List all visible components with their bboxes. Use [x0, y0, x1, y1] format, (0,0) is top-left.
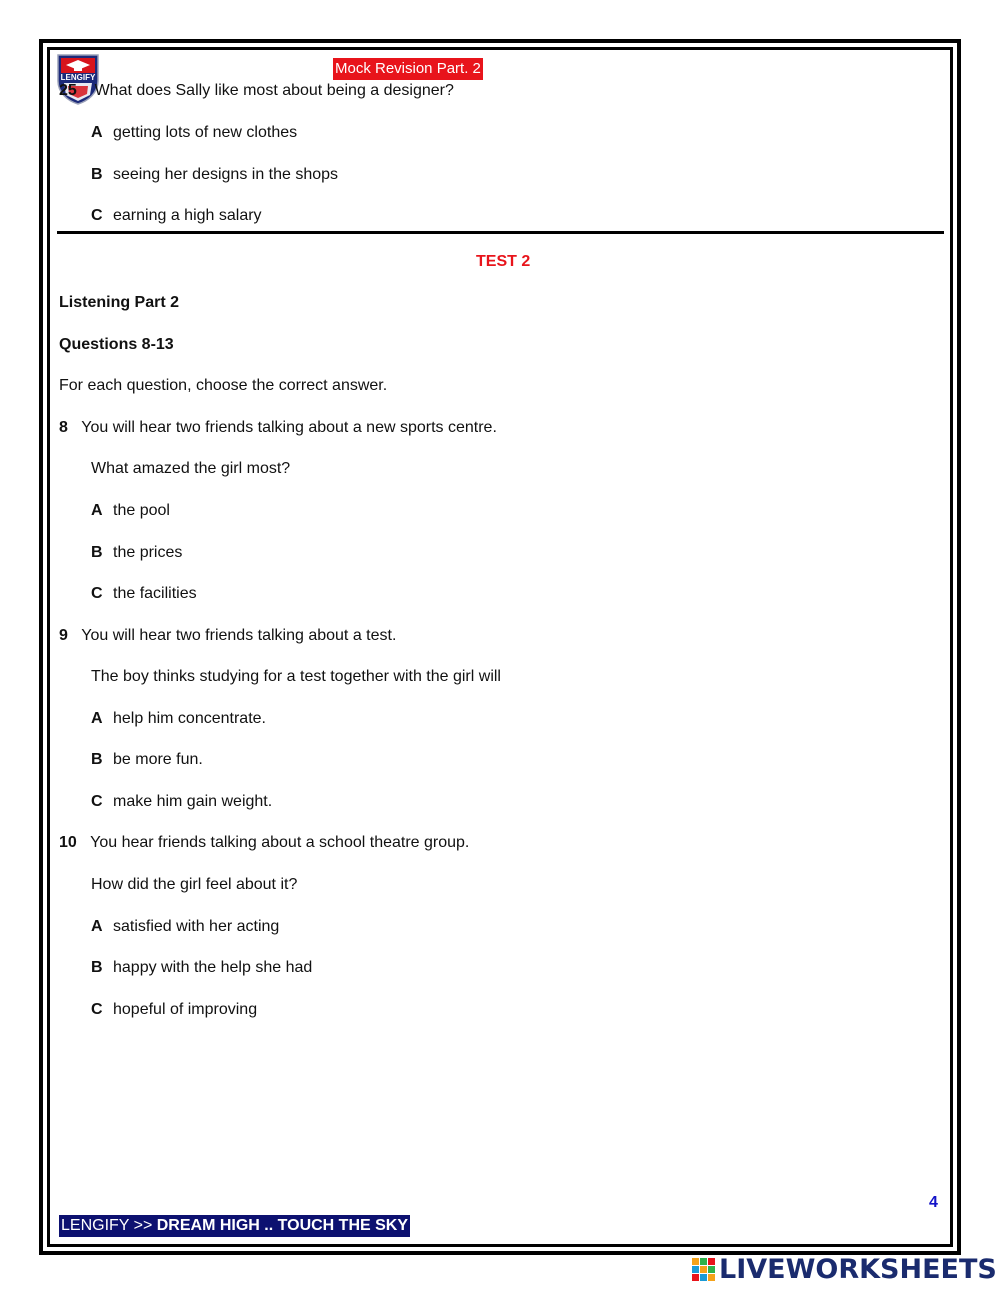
option-c[interactable]: C make him gain weight. — [91, 793, 273, 810]
liveworksheets-logo-icon — [692, 1258, 716, 1282]
option-a[interactable]: A help him concentrate. — [91, 710, 266, 727]
page-inner-border — [47, 47, 953, 1247]
option-a[interactable]: A getting lots of new clothes — [91, 124, 298, 141]
question-text: What does Sally like most about being a designer? — [94, 82, 454, 99]
question-number: 10 — [59, 834, 77, 851]
question-prompt: How did the girl feel about it? — [91, 876, 298, 893]
test-title: TEST 2 — [476, 253, 531, 270]
section-divider — [57, 231, 944, 234]
questions-range: Questions 8-13 — [59, 336, 174, 353]
liveworksheets-brand[interactable] — [692, 1256, 997, 1284]
option-b[interactable]: B be more fun. — [91, 751, 203, 768]
option-c[interactable]: C hopeful of improving — [91, 1001, 258, 1018]
question-prompt: The boy thinks studying for a test together with the girl will — [91, 668, 501, 685]
option-c[interactable]: C the facilities — [91, 585, 197, 602]
logo-text: LENGIFY — [60, 73, 96, 82]
question-number: 25 — [59, 82, 77, 99]
option-b[interactable]: B seeing her designs in the shops — [91, 166, 339, 183]
part-heading: Listening Part 2 — [59, 294, 180, 311]
option-b[interactable]: B the prices — [91, 544, 183, 561]
footer-banner — [59, 1215, 410, 1237]
option-a[interactable]: A the pool — [91, 502, 170, 519]
question-25 — [59, 81, 454, 101]
question-number: 9 — [59, 627, 68, 644]
question-8 — [59, 418, 497, 438]
instruction-text: For each question, choose the correct answer. — [59, 377, 388, 394]
question-context: You will hear two friends talking about a test. — [81, 627, 397, 644]
question-10 — [59, 833, 469, 853]
footer-prefix: LENGIFY >> — [61, 1217, 157, 1234]
question-context: You will hear two friends talking about a new sports centre. — [81, 419, 497, 436]
page-number: 4 — [929, 1194, 938, 1211]
option-c[interactable]: C earning a high salary — [91, 207, 262, 224]
question-9 — [59, 626, 396, 646]
liveworksheets-text: LIVEWORKSHEETS — [719, 1254, 997, 1285]
question-prompt: What amazed the girl most? — [91, 460, 291, 477]
option-b[interactable]: B happy with the help she had — [91, 959, 313, 976]
question-number: 8 — [59, 419, 68, 436]
option-a[interactable]: A satisfied with her acting — [91, 918, 280, 935]
header-title: Mock Revision Part. 2 — [333, 58, 483, 80]
footer-slogan: DREAM HIGH .. TOUCH THE SKY — [156, 1217, 409, 1234]
question-context: You hear friends talking about a school theatre group. — [90, 834, 470, 851]
